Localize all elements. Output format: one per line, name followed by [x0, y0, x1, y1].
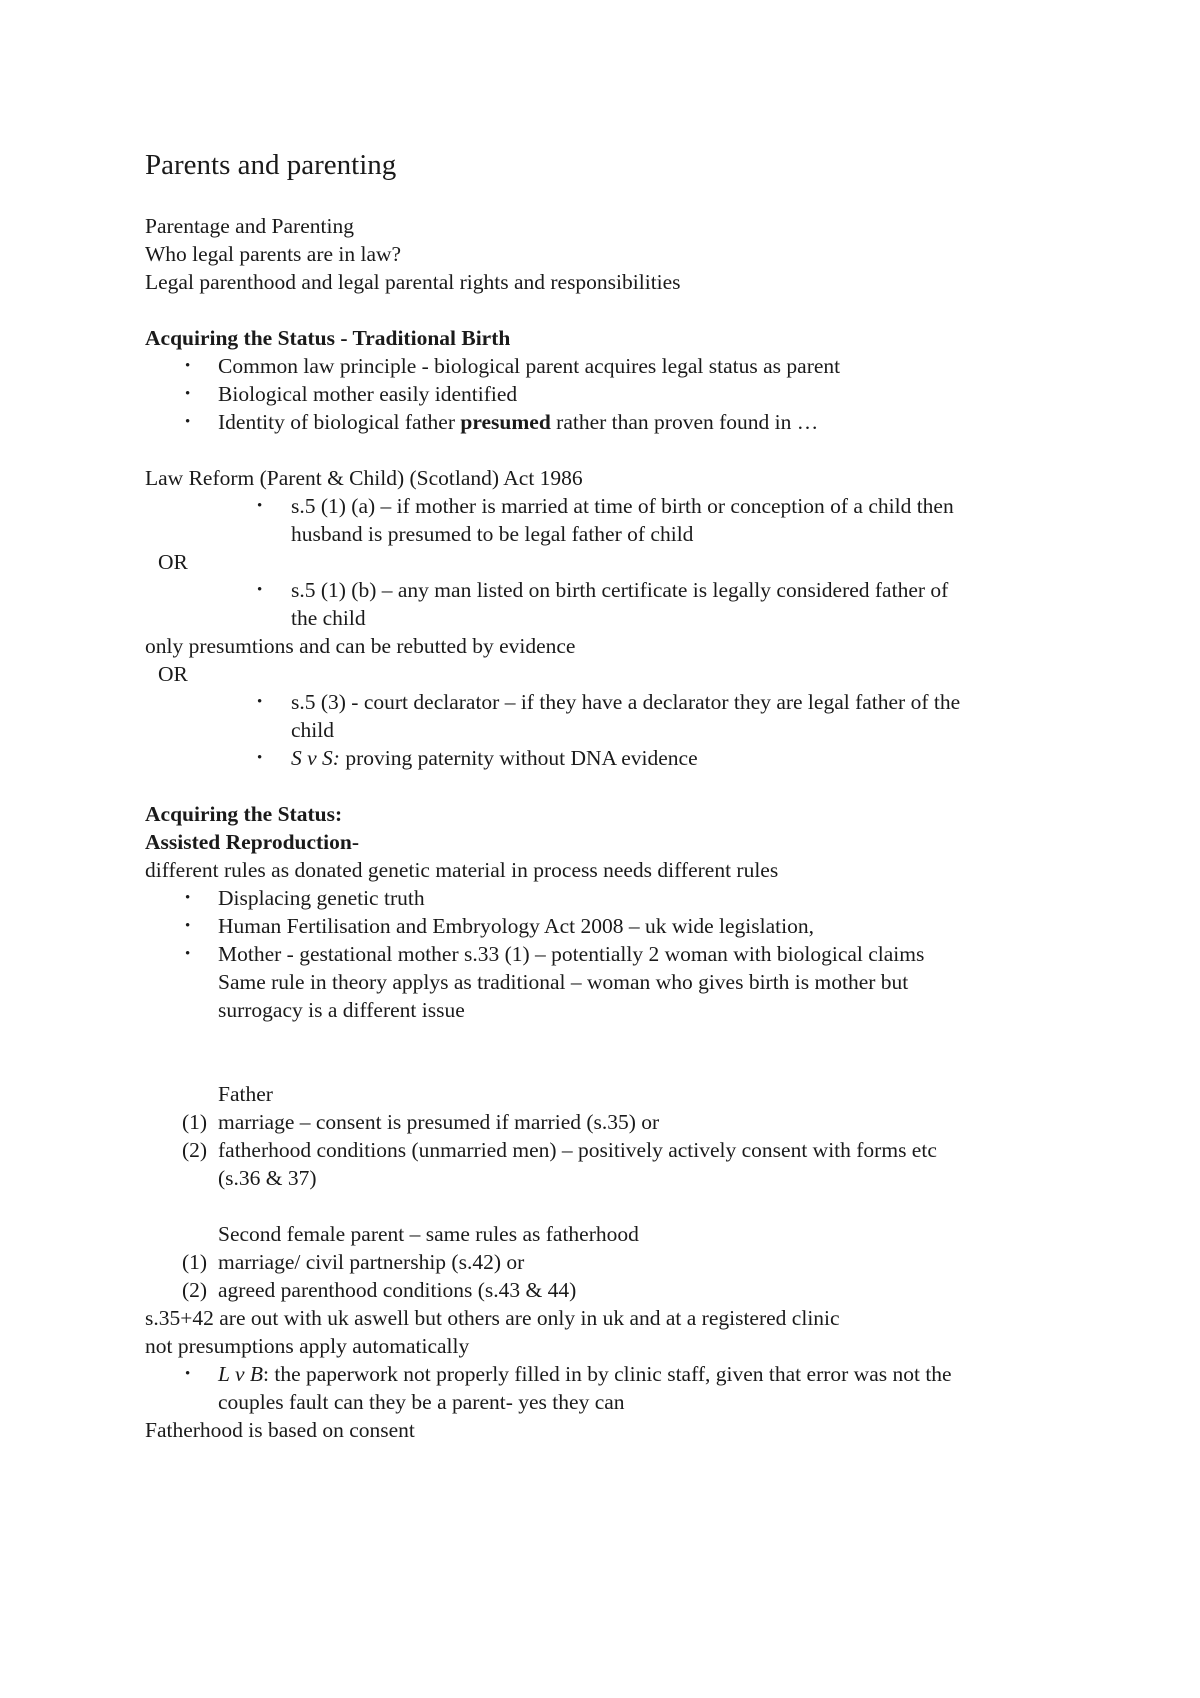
bullet-icon: • — [257, 750, 263, 766]
text-line: not presumptions apply automatically — [145, 1334, 470, 1358]
list-item: s.5 (1) (a) – if mother is married at time of birth or conception of a child then — [291, 494, 954, 518]
numbered-item-continued: (s.36 & 37) — [218, 1166, 317, 1190]
bullet-icon: • — [185, 1366, 191, 1382]
list-item-continued: Same rule in theory applys as traditional – woman who gives birth is mother but — [218, 970, 909, 994]
bullet-icon: • — [185, 890, 191, 906]
numbered-item: marriage – consent is presumed if married (s.35) or — [218, 1110, 660, 1134]
list-number: (1) — [182, 1250, 208, 1274]
list-item-continued: child — [291, 718, 334, 742]
list-item: s.5 (3) - court declarator – if they have a declarator they are legal father of the — [291, 690, 961, 714]
bullet-icon: • — [185, 386, 191, 402]
list-item-continued: surrogacy is a different issue — [218, 998, 465, 1022]
case-name: L v B — [218, 1362, 263, 1386]
bullet-icon: • — [257, 582, 263, 598]
text-run: : the paperwork not properly filled in by clinic staff, given that error was not the — [263, 1362, 952, 1386]
numbered-item: fatherhood conditions (unmarried men) – positively actively consent with forms etc — [218, 1138, 937, 1162]
bullet-icon: • — [185, 918, 191, 934]
intro-line-1: Parentage and Parenting — [145, 214, 354, 238]
list-item: Human Fertilisation and Embryology Act 2008 – uk wide legislation, — [218, 914, 814, 938]
text-run: rather than proven found in … — [550, 410, 819, 434]
text-run: proving paternity without DNA evidence — [339, 746, 698, 770]
emphasis-presumed: presumed — [460, 410, 551, 434]
second-parent-heading: Second female parent – same rules as fatherhood — [218, 1222, 639, 1246]
intro-line-3: Legal parenthood and legal parental rights and responsibilities — [145, 270, 681, 294]
section-heading-acquiring-status: Acquiring the Status: — [145, 802, 343, 826]
list-number: (2) — [182, 1138, 208, 1162]
list-item — [218, 1360, 952, 1388]
list-item — [218, 408, 818, 436]
bullet-icon: • — [257, 498, 263, 514]
bullet-icon: • — [257, 694, 263, 710]
list-item — [291, 744, 698, 772]
or-label: OR — [158, 550, 188, 574]
list-item-continued: couples fault can they be a parent- yes they can — [218, 1390, 625, 1414]
text-line: only presumtions and can be rebutted by evidence — [145, 634, 576, 658]
list-number: (1) — [182, 1110, 208, 1134]
numbered-item: agreed parenthood conditions (s.43 & 44) — [218, 1278, 577, 1302]
list-item-continued: the child — [291, 606, 366, 630]
list-item-continued: husband is presumed to be legal father of child — [291, 522, 694, 546]
text-line: Fatherhood is based on consent — [145, 1418, 415, 1442]
father-heading: Father — [218, 1082, 273, 1106]
list-item: Biological mother easily identified — [218, 382, 518, 406]
text-line: different rules as donated genetic material in process needs different rules — [145, 858, 779, 882]
page-title: Parents and parenting — [145, 149, 397, 181]
list-item: Displacing genetic truth — [218, 886, 425, 910]
bullet-icon: • — [185, 414, 191, 430]
act-title: Law Reform (Parent & Child) (Scotland) Act 1986 — [145, 466, 583, 490]
bullet-icon: • — [185, 946, 191, 962]
bullet-icon: • — [185, 358, 191, 374]
list-item: Mother - gestational mother s.33 (1) – potentially 2 woman with biological claims — [218, 942, 925, 966]
section-heading-assisted-reproduction: Assisted Reproduction- — [145, 830, 360, 854]
case-name: S v S: — [291, 746, 340, 770]
text-line: s.35+42 are out with uk aswell but others are only in uk and at a registered clinic — [145, 1306, 840, 1330]
intro-line-2: Who legal parents are in law? — [145, 242, 402, 266]
numbered-item: marriage/ civil partnership (s.42) or — [218, 1250, 525, 1274]
section-heading-traditional-birth: Acquiring the Status - Traditional Birth — [145, 326, 511, 350]
or-label: OR — [158, 662, 188, 686]
list-number: (2) — [182, 1278, 208, 1302]
list-item: s.5 (1) (b) – any man listed on birth certificate is legally considered father of — [291, 578, 949, 602]
text-run: Identity of biological father — [218, 410, 461, 434]
list-item: Common law principle - biological parent acquires legal status as parent — [218, 354, 841, 378]
